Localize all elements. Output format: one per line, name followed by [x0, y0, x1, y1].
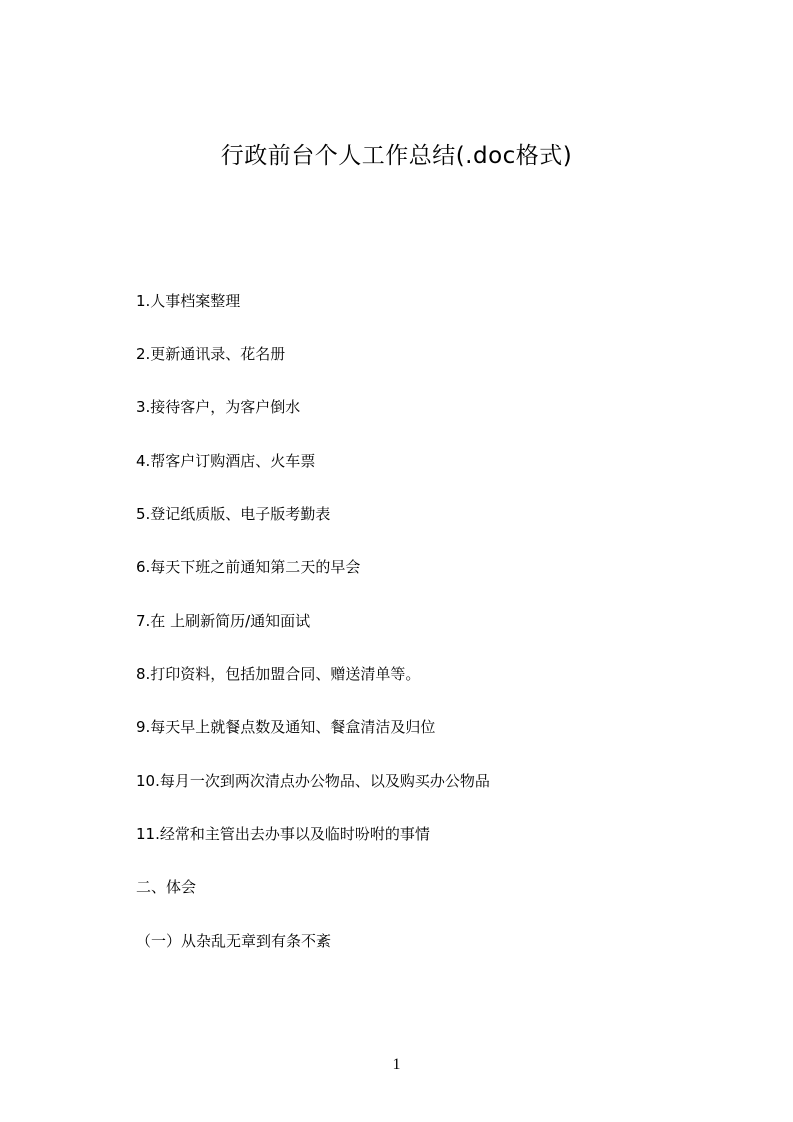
list-item-5: 5.登记纸质版、电子版考勤表 [136, 505, 331, 523]
list-item-6: 6.每天下班之前通知第二天的早会 [136, 558, 361, 576]
list-item-7: 7.在 上刷新简历/通知面试 [136, 612, 311, 630]
list-item-10: 10.每月一次到两次清点办公物品、以及购买办公物品 [136, 772, 490, 790]
list-item-8: 8.打印资料，包括加盟合同、赠送清单等。 [136, 665, 421, 683]
subsection-heading: （一）从杂乱无章到有条不紊 [136, 932, 332, 950]
list-item-11: 11.经常和主管出去办事以及临时吩咐的事情 [136, 825, 430, 843]
list-item-9: 9.每天早上就餐点数及通知、餐盒清洁及归位 [136, 718, 436, 736]
list-item-2: 2.更新通讯录、花名册 [136, 345, 286, 363]
section-heading: 二、体会 [136, 878, 197, 896]
list-item-4: 4.帮客户订购酒店、火车票 [136, 452, 316, 470]
list-item-3: 3.接待客户，为客户倒水 [136, 398, 301, 416]
document-title: 行政前台个人工作总结(.doc格式) [220, 143, 573, 169]
list-item-1: 1.人事档案整理 [136, 292, 241, 310]
page-number: 1 [392, 1056, 401, 1073]
